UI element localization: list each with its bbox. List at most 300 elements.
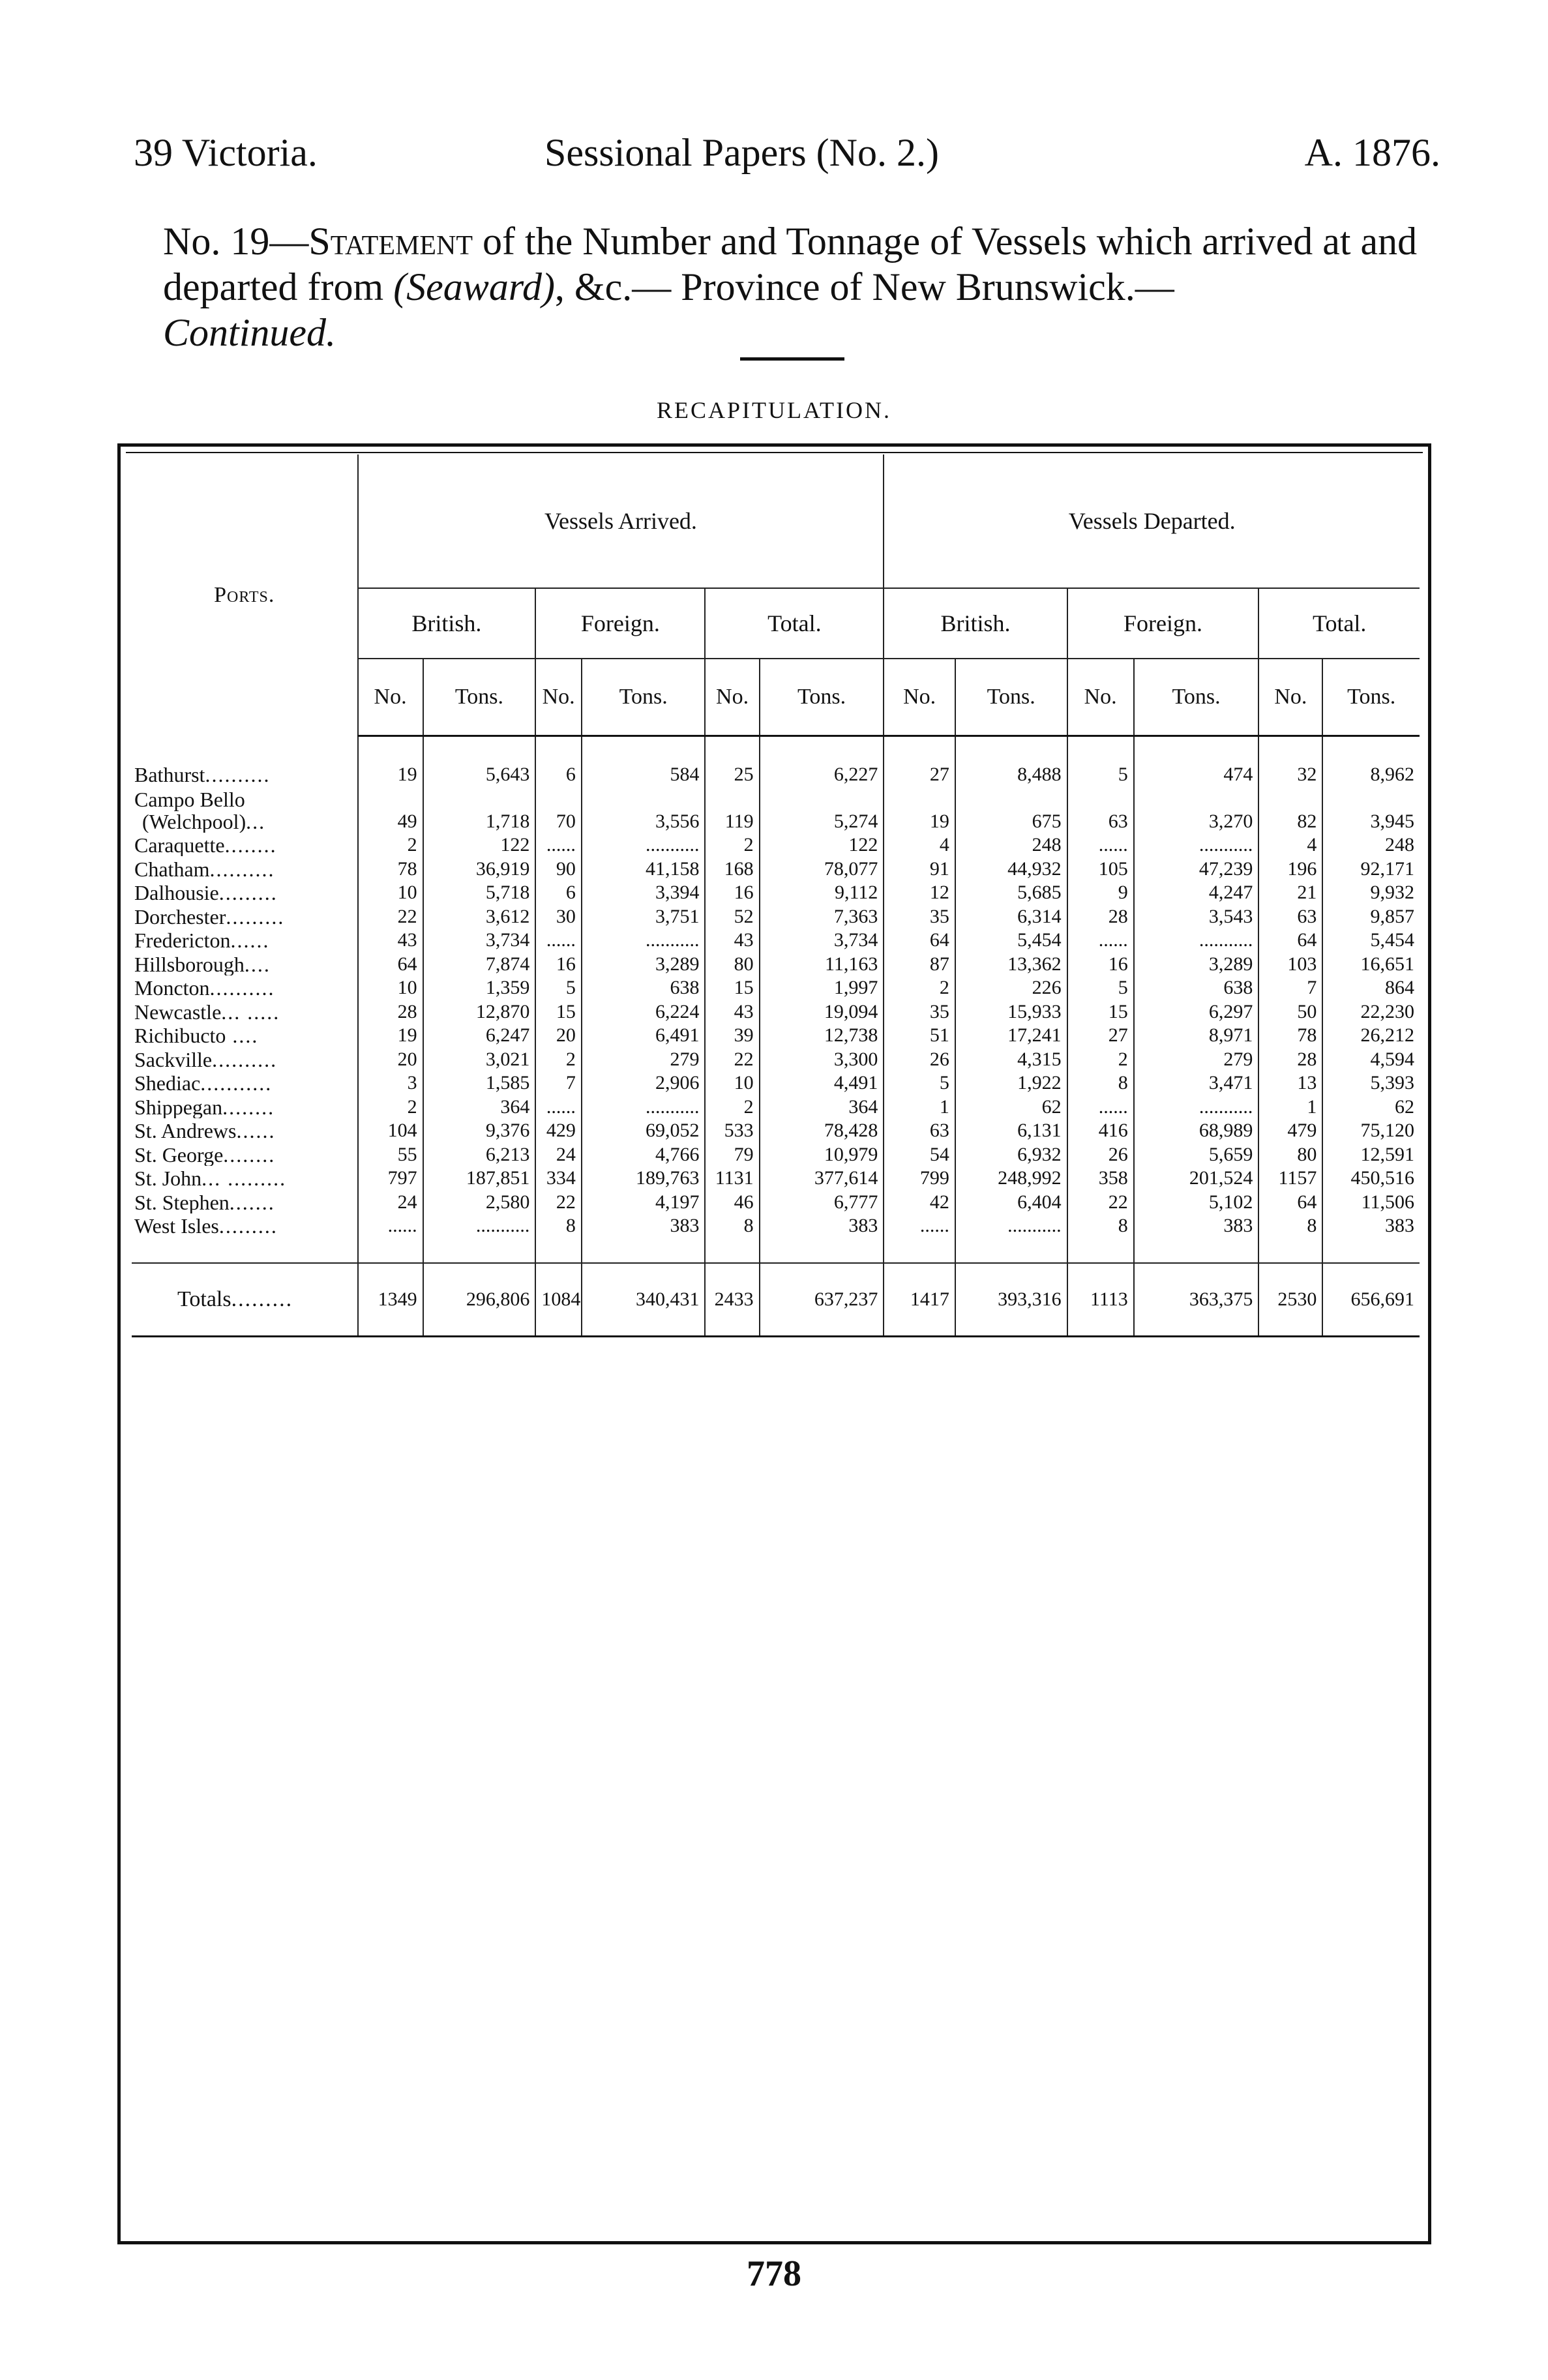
group-header: Total. — [705, 588, 884, 659]
vessel-count-cell: 7 — [1258, 975, 1322, 1000]
tonnage-cell: 62 — [955, 1094, 1067, 1118]
tonnage-cell: 2,580 — [423, 1189, 536, 1213]
vessel-count-cell: 4 — [884, 833, 955, 857]
table-row — [132, 762, 1420, 786]
group-header: British. — [358, 588, 536, 659]
port-label: St. Andrews — [134, 1119, 237, 1142]
tonnage-cell: 6,224 — [582, 999, 706, 1023]
tonnage-cell: 1,718 — [423, 786, 536, 833]
port-label: West Isles — [134, 1214, 219, 1237]
tonnage-cell: 201,524 — [1134, 1166, 1259, 1190]
vessel-count-cell: 30 — [535, 904, 582, 928]
port-name — [132, 1142, 358, 1166]
vessel-count-cell: 797 — [358, 1166, 423, 1190]
tonnage-cell: 1,922 — [955, 1071, 1067, 1095]
vessel-count-cell: 2 — [705, 1094, 759, 1118]
statement-province: , &c.— Province of New Brunswick.— — [554, 265, 1174, 308]
dot-leader: ........... — [200, 1071, 273, 1094]
tonnage-cell: ........... — [582, 928, 706, 952]
tonnage-cell: 187,851 — [423, 1166, 536, 1190]
dot-leader: ...... — [236, 1119, 276, 1142]
total-count-cell: 1349 — [358, 1263, 423, 1336]
vessel-count-cell: 15 — [705, 975, 759, 1000]
table-row — [132, 904, 1420, 928]
tonnage-cell: 638 — [582, 975, 706, 1000]
total-count-cell: 2530 — [1258, 1263, 1322, 1336]
port-name — [132, 928, 358, 952]
vessel-count-cell: 20 — [358, 1047, 423, 1071]
total-tonnage-cell: 637,237 — [760, 1263, 884, 1336]
tonnage-cell: 226 — [955, 975, 1067, 1000]
dot-leader: ...... — [230, 929, 270, 951]
vessel-count-cell: 27 — [884, 762, 955, 786]
port-label: Richibucto — [134, 1024, 226, 1047]
vessel-count-cell: 1 — [884, 1094, 955, 1118]
recapitulation-heading: RECAPITULATION. — [657, 397, 891, 423]
vessel-count-cell: 5 — [884, 1071, 955, 1095]
vessel-count-cell: 26 — [1067, 1142, 1134, 1166]
tonnage-cell: 6,777 — [760, 1189, 884, 1213]
vessel-count-cell: 43 — [705, 999, 759, 1023]
vessel-count-cell: 533 — [705, 1118, 759, 1142]
tonnage-cell: 3,734 — [423, 928, 536, 952]
vessel-count-cell: 22 — [535, 1189, 582, 1213]
vessel-count-cell: 80 — [1258, 1142, 1322, 1166]
port-label: Hillsborough — [134, 952, 245, 975]
tonnage-cell: 19,094 — [760, 999, 884, 1023]
table-row — [132, 1142, 1420, 1166]
tonnage-cell: ........... — [955, 1213, 1067, 1238]
vessel-count-cell: 63 — [1258, 904, 1322, 928]
vessel-count-cell: 799 — [884, 1166, 955, 1190]
tonnage-cell: 4,247 — [1134, 880, 1259, 904]
vessel-count-cell: 16 — [705, 880, 759, 904]
tonnage-cell: 4,491 — [760, 1071, 884, 1095]
vessel-count-cell: 2 — [358, 833, 423, 857]
port-name — [132, 1094, 358, 1118]
vessel-count-cell: 479 — [1258, 1118, 1322, 1142]
tonnage-cell: 450,516 — [1350, 1167, 1414, 1189]
vessel-count-cell: 63 — [1067, 786, 1134, 833]
vessel-count-cell: ...... — [358, 1213, 423, 1238]
vessel-count-cell: 49 — [358, 786, 423, 833]
totals-row — [132, 1263, 1420, 1336]
header-papers: Sessional Papers (No. 2.) — [544, 131, 939, 174]
tonnage-cell: 364 — [423, 1094, 536, 1118]
port-name — [132, 999, 358, 1023]
dot-leader: ........ — [224, 833, 277, 856]
dot-leader: .......... — [212, 1047, 278, 1071]
header-session: 39 Victoria. — [134, 131, 318, 174]
vessel-count-cell: 19 — [358, 762, 423, 786]
tonnage-cell: 4,594 — [1370, 1048, 1414, 1070]
vessel-count-cell: 104 — [358, 1118, 423, 1142]
column-tons-header: Tons. — [423, 659, 536, 736]
vessel-count-cell: 70 — [535, 786, 582, 833]
vessel-count-cell: ...... — [1067, 1094, 1134, 1118]
vessel-count-cell: 5 — [535, 975, 582, 1000]
vessel-count-cell: 25 — [705, 762, 759, 786]
tonnage-cell: 122 — [760, 833, 884, 857]
tonnage-cell: 4,766 — [582, 1142, 706, 1166]
dot-leader: .... — [244, 952, 271, 975]
tonnage-cell: 189,763 — [582, 1166, 706, 1190]
tonnage-cell: 6,932 — [955, 1142, 1067, 1166]
vessel-count-cell: 43 — [358, 928, 423, 952]
group-header: Foreign. — [1067, 588, 1259, 659]
tonnage-cell: 6,247 — [423, 1023, 536, 1047]
vessel-count-cell: 334 — [535, 1166, 582, 1190]
vessel-count-cell: 35 — [884, 999, 955, 1023]
tonnage-cell: 5,454 — [955, 928, 1067, 952]
vessel-count-cell: 15 — [535, 999, 582, 1023]
vessel-count-cell: 10 — [358, 975, 423, 1000]
vessel-count-cell: 8 — [1067, 1213, 1134, 1238]
tonnage-cell: 5,102 — [1134, 1189, 1259, 1213]
port-label: Moncton — [134, 976, 210, 999]
tonnage-cell: 41,158 — [582, 856, 706, 880]
total-count-cell: 2433 — [705, 1263, 759, 1336]
vessel-count-cell: 10 — [705, 1071, 759, 1095]
dot-leader: .... — [226, 1024, 259, 1047]
column-no-header: No. — [705, 659, 759, 736]
tonnage-cell: ........... — [1134, 833, 1259, 857]
vessel-count-cell: 6 — [535, 880, 582, 904]
port-label: Shediac — [134, 1071, 201, 1094]
port-name — [132, 1189, 358, 1213]
tonnage-cell: ........... — [582, 1094, 706, 1118]
tonnage-cell: 675 — [955, 786, 1067, 833]
port-label: Dorchester — [134, 904, 226, 928]
vessel-count-cell: 1 — [1258, 1094, 1322, 1118]
dot-leader: ... — [246, 809, 266, 833]
tonnage-cell: ........... — [1134, 1094, 1259, 1118]
page-number: 778 — [747, 2254, 801, 2294]
tonnage-cell: 47,239 — [1134, 856, 1259, 880]
vessel-count-cell: 3 — [358, 1071, 423, 1095]
tonnage-cell: 6,491 — [582, 1023, 706, 1047]
vessel-count-cell: ...... — [535, 928, 582, 952]
port-name — [132, 1047, 358, 1071]
tonnage-cell: 1,359 — [423, 975, 536, 1000]
vessel-count-cell: 64 — [884, 928, 955, 952]
vessel-count-cell: 358 — [1067, 1166, 1134, 1190]
vessel-count-cell: 24 — [358, 1189, 423, 1213]
dot-leader: .......... — [209, 976, 275, 999]
tonnage-cell: 3,471 — [1134, 1071, 1259, 1095]
vessel-count-cell: 16 — [1067, 951, 1134, 975]
vessel-count-cell: 24 — [535, 1142, 582, 1166]
dot-leader: ....... — [229, 1190, 275, 1213]
tonnage-cell: 7,363 — [760, 904, 884, 928]
vessel-count-cell: 80 — [705, 951, 759, 975]
port-name — [132, 1023, 358, 1047]
vessel-count-cell: 64 — [1258, 928, 1322, 952]
vessel-count-cell: 28 — [1067, 904, 1134, 928]
tonnage-cell: 8,962 — [1370, 763, 1414, 785]
port-name — [132, 762, 358, 786]
tonnage-cell: 9,112 — [760, 880, 884, 904]
tonnage-cell: 248 — [955, 833, 1067, 857]
column-tons-header: Tons. — [1134, 659, 1259, 736]
vessel-count-cell: 12 — [884, 880, 955, 904]
vessel-count-cell: 90 — [535, 856, 582, 880]
tonnage-cell: 9,376 — [423, 1118, 536, 1142]
port-label: Caraquette — [134, 833, 225, 856]
tonnage-cell: 26,212 — [1360, 1024, 1414, 1046]
column-no-header: No. — [535, 659, 582, 736]
table-row — [132, 833, 1420, 857]
port-label: St. John — [134, 1167, 202, 1189]
tonnage-cell: 279 — [582, 1047, 706, 1071]
vessel-count-cell: 105 — [1067, 856, 1134, 880]
tonnage-cell: 16,651 — [1360, 953, 1414, 975]
tonnage-cell: 864 — [1385, 977, 1414, 998]
total-tonnage-cell: 656,691 — [1322, 1263, 1420, 1336]
table-row — [132, 1071, 1420, 1095]
tonnage-cell: 8,971 — [1134, 1023, 1259, 1047]
tonnage-cell: 5,659 — [1134, 1142, 1259, 1166]
table-row — [132, 1189, 1420, 1213]
ports-header: Ports. — [132, 454, 358, 736]
frame-double-rule — [126, 452, 1423, 453]
vessel-count-cell: 8 — [1258, 1213, 1322, 1238]
port-name — [132, 880, 358, 904]
tonnage-cell: 5,393 — [1370, 1072, 1414, 1093]
vessel-count-cell: 78 — [1258, 1023, 1322, 1047]
tonnage-cell: 6,131 — [955, 1118, 1067, 1142]
vessel-count-cell: 5 — [1067, 762, 1134, 786]
port-label: Sackville — [134, 1047, 213, 1071]
totals-text: Totals — [177, 1287, 231, 1311]
table-row — [132, 1213, 1420, 1238]
tonnage-cell: 6,213 — [423, 1142, 536, 1166]
tonnage-cell: 3,751 — [582, 904, 706, 928]
vessel-count-cell: 196 — [1258, 856, 1322, 880]
table-row — [132, 880, 1420, 904]
port-name — [132, 975, 358, 1000]
total-count-cell: 1417 — [884, 1263, 955, 1336]
vessel-count-cell: 43 — [705, 928, 759, 952]
statement-title — [163, 218, 1454, 355]
dot-leader: ........ — [223, 1142, 276, 1166]
statement-seaward: (Seaward) — [393, 265, 555, 308]
vessel-count-cell: ...... — [535, 833, 582, 857]
tonnage-cell: 17,241 — [955, 1023, 1067, 1047]
vessel-count-cell: 2 — [358, 1094, 423, 1118]
table-row — [132, 975, 1420, 1000]
tonnage-cell: 11,163 — [760, 951, 884, 975]
vessel-count-cell: 2 — [884, 975, 955, 1000]
tonnage-cell: 4,197 — [582, 1189, 706, 1213]
vessel-count-cell: 64 — [358, 951, 423, 975]
vessel-count-cell: 28 — [1258, 1047, 1322, 1071]
tonnage-cell: 3,945 — [1370, 810, 1414, 832]
port-label: Fredericton — [134, 929, 231, 951]
port-name — [132, 856, 358, 880]
vessel-count-cell: 2 — [1067, 1047, 1134, 1071]
tonnage-cell: 3,300 — [760, 1047, 884, 1071]
port-name — [132, 1071, 358, 1095]
column-no-header: No. — [1258, 659, 1322, 736]
table-row — [132, 928, 1420, 952]
statement-word: Statement — [308, 220, 473, 263]
tonnage-cell: 584 — [582, 762, 706, 786]
port-label: St. Stephen — [134, 1190, 230, 1213]
tonnage-cell: 474 — [1134, 762, 1259, 786]
vessel-count-cell: 28 — [358, 999, 423, 1023]
port-label: Newcastle — [134, 1000, 222, 1023]
vessel-count-cell: 9 — [1067, 880, 1134, 904]
title-rule — [740, 357, 844, 361]
port-name — [132, 786, 358, 833]
vessel-count-cell: 13 — [1258, 1071, 1322, 1095]
tonnage-cell: 13,362 — [955, 951, 1067, 975]
vessel-count-cell: 54 — [884, 1142, 955, 1166]
tonnage-cell: 6,227 — [760, 762, 884, 786]
vessel-count-cell: 15 — [1067, 999, 1134, 1023]
port-label: Dalhousie — [134, 881, 219, 904]
vessel-count-cell: 26 — [884, 1047, 955, 1071]
statement-text: of the Number and Tonnage of Vessels which arrived at and departed from — [163, 220, 1418, 308]
vessel-count-cell: 429 — [535, 1118, 582, 1142]
tonnage-cell: 8,488 — [955, 762, 1067, 786]
vessel-count-cell: 55 — [358, 1142, 423, 1166]
tonnage-cell: ........... — [582, 833, 706, 857]
tonnage-cell: 69,052 — [582, 1118, 706, 1142]
total-count-cell: 1113 — [1067, 1263, 1134, 1336]
total-tonnage-cell: 296,806 — [423, 1263, 536, 1336]
tonnage-cell: 44,932 — [955, 856, 1067, 880]
tonnage-cell: 6,314 — [955, 904, 1067, 928]
table-row — [132, 786, 1420, 833]
port-label: Shippegan — [134, 1095, 223, 1118]
tonnage-cell: 12,870 — [423, 999, 536, 1023]
vessel-count-cell: 50 — [1258, 999, 1322, 1023]
dot-leader: ......... — [231, 1287, 293, 1311]
vessel-count-cell: 46 — [705, 1189, 759, 1213]
vessel-count-cell: 79 — [705, 1142, 759, 1166]
vessel-count-cell: 64 — [1258, 1189, 1322, 1213]
tonnage-cell: 3,543 — [1134, 904, 1259, 928]
tonnage-cell: 22,230 — [1360, 1000, 1414, 1022]
header-year: A. 1876. — [1304, 131, 1440, 174]
vessel-count-cell: ...... — [1067, 928, 1134, 952]
vessel-count-cell: 82 — [1258, 786, 1322, 833]
vessel-count-cell: 1131 — [705, 1166, 759, 1190]
tonnage-cell: 383 — [582, 1213, 706, 1238]
tonnage-cell: ........... — [1134, 928, 1259, 952]
tonnage-cell: 248,992 — [955, 1166, 1067, 1190]
vessel-count-cell: 19 — [358, 1023, 423, 1047]
port-name — [132, 951, 358, 975]
tonnage-cell: 3,021 — [423, 1047, 536, 1071]
tonnage-cell: 3,270 — [1134, 786, 1259, 833]
tonnage-cell: 2,906 — [582, 1071, 706, 1095]
table-row — [132, 1166, 1420, 1190]
tonnage-cell: 9,932 — [1370, 882, 1414, 903]
vessel-count-cell: 6 — [535, 762, 582, 786]
table-row — [132, 1118, 1420, 1142]
dot-leader: ......... — [218, 1214, 278, 1237]
tonnage-cell: 1,997 — [760, 975, 884, 1000]
port-name — [132, 904, 358, 928]
vessel-count-cell: 2 — [535, 1047, 582, 1071]
vessel-count-cell: 51 — [884, 1023, 955, 1047]
table-row — [132, 1023, 1420, 1047]
table-frame — [117, 443, 1431, 2244]
vessel-count-cell: 5 — [1067, 975, 1134, 1000]
tonnage-cell: 383 — [1385, 1215, 1414, 1236]
total-tonnage-cell: 340,431 — [582, 1263, 706, 1336]
tonnage-cell: 68,989 — [1134, 1118, 1259, 1142]
vessel-count-cell: 22 — [358, 904, 423, 928]
tonnage-cell: 3,289 — [582, 951, 706, 975]
tonnage-cell: 78,428 — [760, 1118, 884, 1142]
vessel-count-cell: 1157 — [1258, 1166, 1322, 1190]
vessel-count-cell: 8 — [705, 1213, 759, 1238]
vessel-count-cell: 35 — [884, 904, 955, 928]
dot-leader: .......... — [209, 857, 275, 880]
column-tons-header: Tons. — [1322, 659, 1420, 736]
group-header: Foreign. — [535, 588, 705, 659]
tonnage-cell: 5,454 — [1370, 929, 1414, 951]
tonnage-cell: 383 — [1134, 1213, 1259, 1238]
tonnage-cell: 10,979 — [760, 1142, 884, 1166]
vessel-count-cell: ...... — [884, 1213, 955, 1238]
port-name — [132, 1118, 358, 1142]
column-no-header: No. — [358, 659, 423, 736]
vessel-count-cell: 22 — [1067, 1189, 1134, 1213]
port-label: Bathurst — [134, 762, 205, 786]
total-count-cell: 1084 — [535, 1263, 582, 1336]
vessel-count-cell: 8 — [1067, 1071, 1134, 1095]
dot-leader: ... ..... — [221, 1000, 280, 1023]
dot-leader: ......... — [218, 881, 278, 904]
vessel-count-cell: 39 — [705, 1023, 759, 1047]
vessel-count-cell: 7 — [535, 1071, 582, 1095]
tonnage-cell: 3,556 — [582, 786, 706, 833]
column-tons-header: Tons. — [760, 659, 884, 736]
column-tons-header: Tons. — [955, 659, 1067, 736]
table-row — [132, 999, 1420, 1023]
vessel-count-cell: ...... — [535, 1094, 582, 1118]
total-tonnage-cell: 363,375 — [1134, 1263, 1259, 1336]
tonnage-cell: 11,506 — [1361, 1191, 1414, 1213]
recapitulation-table — [132, 454, 1420, 1337]
tonnage-cell: 9,857 — [1370, 905, 1414, 927]
tonnage-cell: 5,718 — [423, 880, 536, 904]
tonnage-cell: 6,297 — [1134, 999, 1259, 1023]
tonnage-cell: 3,394 — [582, 880, 706, 904]
vessel-count-cell: 63 — [884, 1118, 955, 1142]
tonnage-cell: 3,612 — [423, 904, 536, 928]
vessel-count-cell: 2 — [705, 833, 759, 857]
page-header — [134, 130, 1440, 183]
vessel-count-cell: 91 — [884, 856, 955, 880]
table-row — [132, 1047, 1420, 1071]
vessel-count-cell: 27 — [1067, 1023, 1134, 1047]
tonnage-cell: 12,591 — [1360, 1143, 1414, 1165]
tonnage-cell: 5,643 — [423, 762, 536, 786]
tonnage-cell: ........... — [423, 1213, 536, 1238]
tonnage-cell: 5,685 — [955, 880, 1067, 904]
vessel-count-cell: 20 — [535, 1023, 582, 1047]
table-row — [132, 951, 1420, 975]
vessel-count-cell: 119 — [705, 786, 759, 833]
group-header: Total. — [1258, 588, 1420, 659]
tonnage-cell: 3,289 — [1134, 951, 1259, 975]
